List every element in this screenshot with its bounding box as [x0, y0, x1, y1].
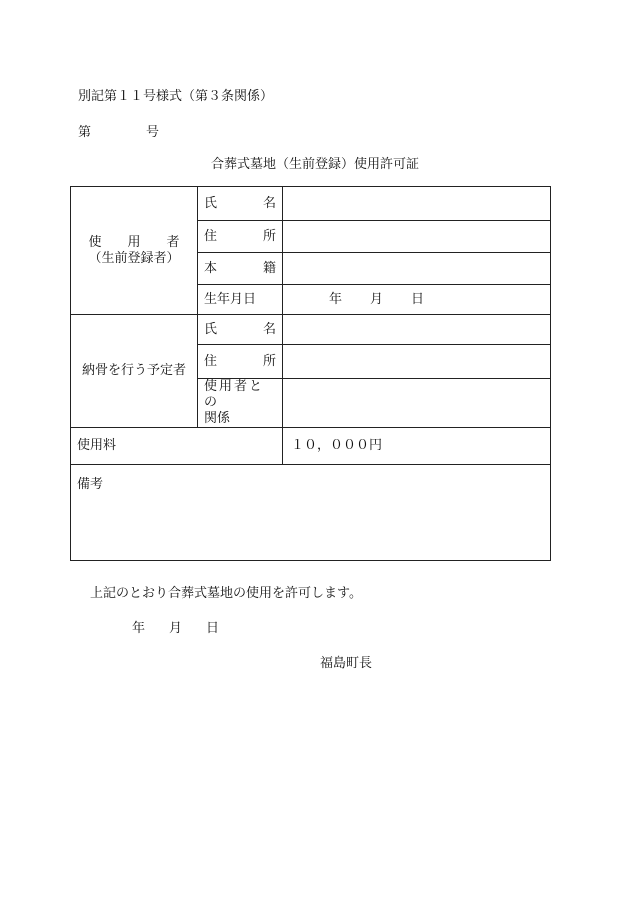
user-name-label: 氏 名: [198, 187, 283, 221]
interment-address-label: 住 所: [198, 345, 283, 379]
user-name-field[interactable]: [283, 187, 551, 221]
document-number-prefix: 第: [78, 125, 92, 140]
birth-month-unit: 月: [369, 291, 383, 307]
interment-name-label: 氏 名: [198, 315, 283, 345]
interment-address-field[interactable]: [283, 345, 551, 379]
user-address-label: 住 所: [198, 221, 283, 253]
user-birthdate-label: 生年月日: [198, 285, 283, 315]
document-number-suffix: 号: [146, 125, 160, 140]
issue-date: [132, 617, 243, 636]
interment-name-row: [71, 315, 551, 345]
user-group-label-line1: 使 用 者: [88, 234, 180, 250]
fee-row: [71, 428, 551, 465]
issue-year-unit: 年: [132, 621, 146, 636]
issue-month-unit: 月: [169, 621, 183, 636]
fee-value: １０，０００円: [283, 428, 551, 465]
form-reference: 別記第１１号様式（第３条関係）: [78, 89, 274, 104]
remarks-field[interactable]: [71, 465, 551, 561]
user-group-label-line2: （生前登録者）: [88, 250, 180, 266]
permit-form-table: [70, 186, 551, 561]
approval-statement: 上記のとおり合葬式墓地の使用を許可します。: [90, 586, 362, 601]
issue-day-unit: 日: [206, 621, 220, 636]
interment-relation-field[interactable]: [283, 379, 551, 428]
document-title: 合葬式墓地（生前登録）使用許可証: [211, 157, 420, 172]
interment-relation-label: 使用者との 関係: [198, 379, 283, 428]
user-address-field[interactable]: [283, 221, 551, 253]
issuer-name: 福島町長: [320, 656, 373, 671]
birth-year-unit: 年: [328, 291, 342, 307]
user-domicile-field[interactable]: [283, 253, 551, 285]
user-birthdate-field[interactable]: [283, 285, 551, 315]
user-group-label: [71, 187, 198, 315]
remarks-row: [71, 465, 551, 561]
interment-name-field[interactable]: [283, 315, 551, 345]
fee-label: 使用料: [71, 428, 283, 465]
user-domicile-label: 本 籍: [198, 253, 283, 285]
remarks-label: 備考: [77, 477, 104, 492]
birth-day-unit: 日: [410, 291, 424, 307]
user-name-row: [71, 187, 551, 221]
interment-group-label: 納骨を行う予定者: [71, 315, 198, 428]
